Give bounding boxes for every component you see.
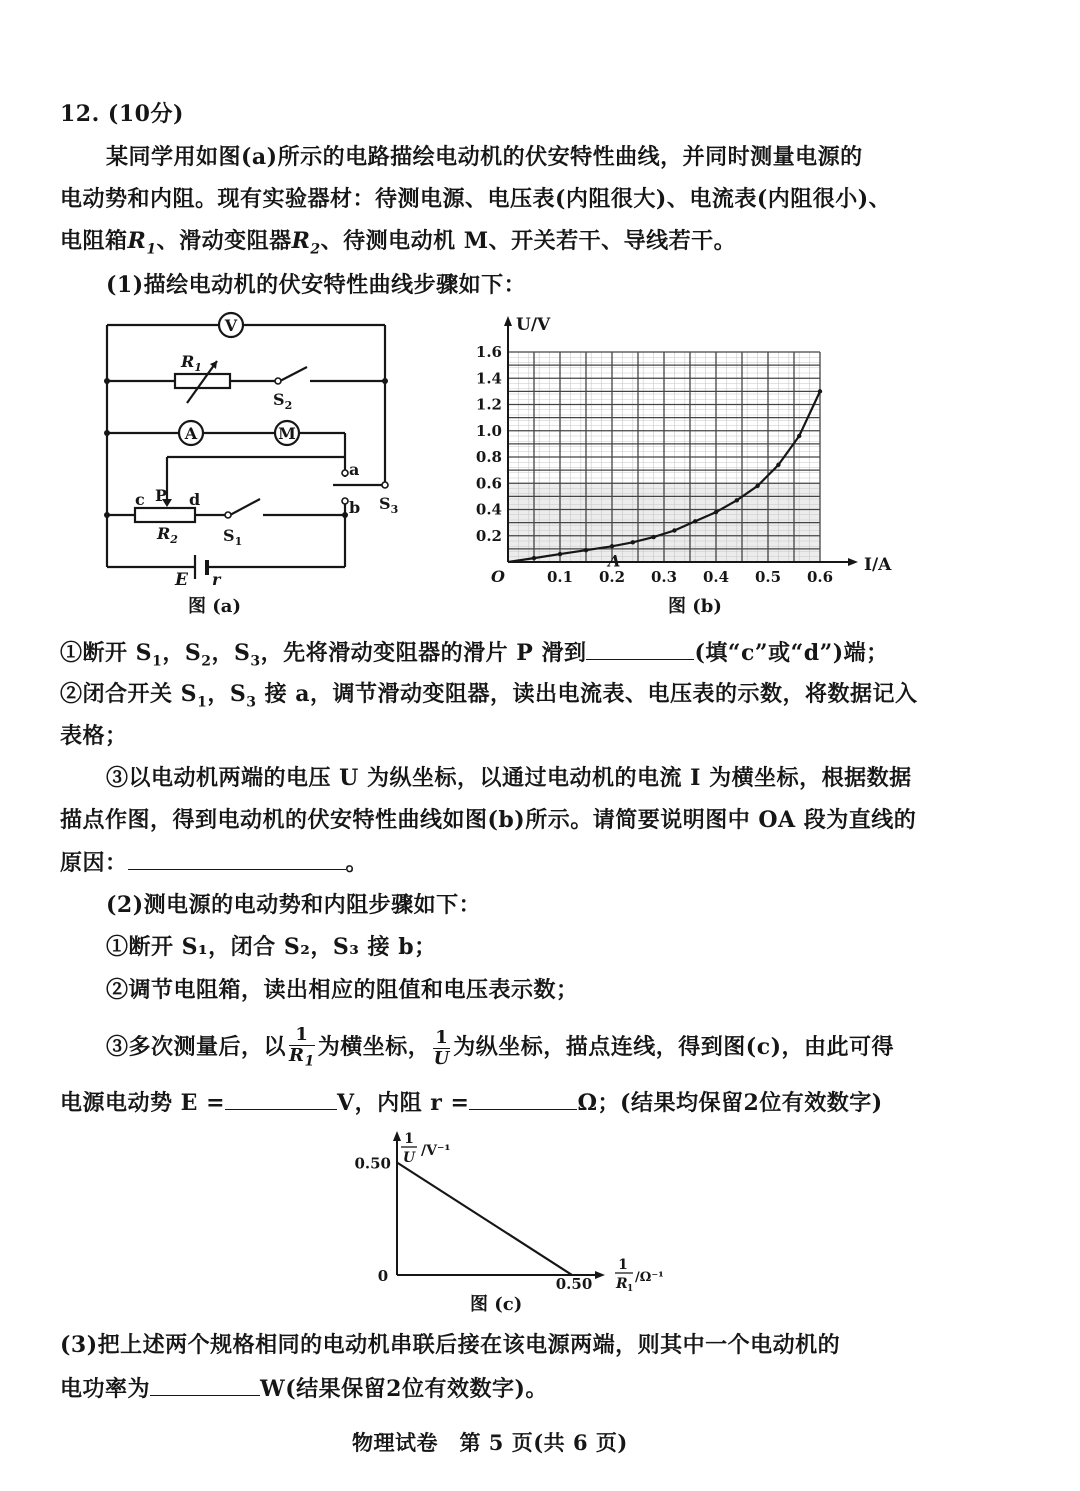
answer-blank-emf[interactable] xyxy=(225,1087,337,1110)
data-point xyxy=(755,484,759,488)
part2-step3: ③多次测量后，以 $\frac{1}{R_1}$ 为横坐标， $\frac{1}{U}$ 为纵坐标，描点连线，得到图(c)，由此可得 xyxy=(106,1023,894,1070)
data-point xyxy=(735,498,739,502)
s3-label: $S_3$ xyxy=(379,494,399,516)
x-tick-label: 0.50 xyxy=(555,1275,593,1293)
y-tick-label: 0.2 xyxy=(475,526,502,545)
part1-step3-line3: 原因： 。 xyxy=(60,847,368,878)
x-tick-label: 0.1 xyxy=(546,568,574,586)
y-tick-label: 0.8 xyxy=(475,448,502,466)
intro-line-3-c: 、待测电动机 M、开关若干、导线若干。 xyxy=(320,228,737,254)
answer-blank-oa-reason[interactable] xyxy=(128,847,346,870)
intro-line-3 xyxy=(60,226,736,264)
svg-text:M: M xyxy=(278,424,296,443)
y-tick-label: 0.4 xyxy=(475,500,502,519)
emf-label: E xyxy=(175,570,188,590)
y-tick-label: 1.4 xyxy=(475,369,502,388)
y-label-denominator: U xyxy=(402,1150,416,1166)
terminal-c-label: c xyxy=(135,490,145,509)
x-tick-label: 0.5 xyxy=(754,568,782,586)
origin-label: O xyxy=(491,567,505,586)
data-point xyxy=(558,552,562,556)
data-point xyxy=(672,528,676,532)
fraction-1-over-u: $\frac{1}{U}$ xyxy=(433,1026,450,1069)
terminal-a-label: a xyxy=(349,460,360,479)
r2-symbol: $R_2$ xyxy=(291,228,321,258)
y-axis-arrow xyxy=(393,1131,401,1141)
figure-a-caption: 图 (a) xyxy=(188,596,241,617)
terminal-d-label: d xyxy=(189,490,201,509)
intro-line-3-b: 、滑动变阻器 xyxy=(156,228,292,254)
part1-step2-cont: 表格； xyxy=(60,723,128,749)
figure-b-caption: 图 (b) xyxy=(668,596,722,617)
r1-symbol: $R_1$ xyxy=(127,228,157,258)
figure-c-caption: 图 (c) xyxy=(470,1294,523,1315)
intro-line-3-a: 电阻箱 xyxy=(60,228,128,254)
y-tick-label: 1.6 xyxy=(475,343,502,361)
fraction-1-over-r1: $\frac{1}{R_1}$ xyxy=(289,1023,315,1070)
part2-step2: ②调节电阻箱，读出相应的阻值和电压表示数； xyxy=(106,977,579,1003)
x-label-denominator: R xyxy=(616,1276,628,1292)
r2-label: $R_2$ xyxy=(157,524,178,546)
x-tick-label: 0.2 xyxy=(598,568,626,586)
data-point xyxy=(532,556,536,560)
y-label-numerator: 1 xyxy=(404,1131,414,1147)
x-tick-label: 0.3 xyxy=(650,568,678,586)
part2-heading: (2)测电源的电动势和内阻步骤如下： xyxy=(106,892,482,918)
x-tick-label: 0.6 xyxy=(806,568,834,586)
terminal-b-label: b xyxy=(349,498,361,517)
y-tick-label: 1.0 xyxy=(475,421,502,440)
figure-c-chart xyxy=(340,1125,664,1294)
y-tick-label: 1.2 xyxy=(475,395,502,414)
y-axis-label: U/V xyxy=(516,315,551,335)
data-point xyxy=(693,519,697,523)
data-point xyxy=(818,389,822,393)
part3-line2: 电功率为 W(结果保留2位有效数字)。 xyxy=(60,1373,548,1404)
figure-b-chart xyxy=(470,310,900,595)
linear-fit-line xyxy=(397,1163,572,1276)
data-point xyxy=(610,544,614,548)
x-label-denominator-sub: 1 xyxy=(627,1284,634,1294)
part1-step2: ②闭合开关 $S_1$，$S_3$ 接 a，调节滑动变阻器，读出电流表、电压表的示数，将数据记入 xyxy=(60,681,918,711)
point-a-label: A xyxy=(608,551,621,571)
part3-line1: (3)把上述两个规格相同的电动机串联后接在该电源两端，则其中一个电动机的 xyxy=(60,1332,841,1358)
page-footer: 物理试卷 第 5 页(共 6 页) xyxy=(352,1430,628,1455)
y-axis-arrow xyxy=(504,316,512,326)
x-axis-arrow xyxy=(848,558,858,566)
s2-label: $S_2$ xyxy=(273,390,293,412)
question-header: 12. (10分) xyxy=(60,101,184,127)
y-tick-label: 0.6 xyxy=(475,474,502,493)
intro-line-1: 某同学用如图(a)所示的电路描绘电动机的伏安特性曲线，并同时测量电源的 xyxy=(106,144,863,170)
part1-step1: ①断开 $S_1$，$S_2$，$S_3$，先将滑动变阻器的滑片 P 滑到 (填“c”或“d”)端； xyxy=(60,637,889,676)
s1-label: $S_1$ xyxy=(223,526,243,548)
svg-text:A: A xyxy=(184,424,198,443)
data-point xyxy=(631,540,635,544)
part1-heading: (1)描绘电动机的伏安特性曲线步骤如下： xyxy=(106,272,527,298)
svg-text:V: V xyxy=(224,316,238,335)
figure-a-circuit xyxy=(95,305,415,595)
x-tick-label: 0.4 xyxy=(702,568,730,586)
origin-label: 0 xyxy=(377,1267,389,1285)
x-axis-label: I/A xyxy=(864,555,892,575)
x-label-unit: /Ω⁻¹ xyxy=(635,1270,664,1285)
part1-step3-line1: ③以电动机两端的电压 U 为纵坐标，以通过电动机的电流 I 为横坐标，根据数据 xyxy=(106,765,912,791)
part2-step1: ①断开 S₁，闭合 S₂，S₃ 接 b； xyxy=(106,934,437,960)
answer-blank-motor-power[interactable] xyxy=(150,1373,260,1396)
y-label-unit: /V⁻¹ xyxy=(421,1143,451,1159)
r1-label: $R_1$ xyxy=(181,352,202,374)
data-point xyxy=(651,535,655,539)
answer-blank-slider-end[interactable] xyxy=(586,637,694,660)
data-point xyxy=(776,463,780,467)
data-point xyxy=(584,548,588,552)
answer-blank-internal-resistance[interactable] xyxy=(469,1087,577,1110)
x-label-numerator: 1 xyxy=(618,1257,628,1273)
part1-step3-line2: 描点作图，得到电动机的伏安特性曲线如图(b)所示。请简要说明图中 OA 段为直线的 xyxy=(60,807,917,833)
intro-line-2: 电动势和内阻。现有实验器材：待测电源、电压表(内阻很大)、电流表(内阻很小)、 xyxy=(60,186,892,212)
internal-r-label: r xyxy=(212,570,221,589)
data-point xyxy=(797,434,801,438)
part2-step3-line2: 电源电动势 E = V，内阻 r = Ω；(结果均保留2位有效数字) xyxy=(60,1087,883,1118)
y-tick-label: 0.50 xyxy=(354,1154,391,1173)
data-point xyxy=(714,510,718,514)
slider-p-label: P xyxy=(155,486,168,505)
x-axis-arrow xyxy=(595,1271,605,1279)
